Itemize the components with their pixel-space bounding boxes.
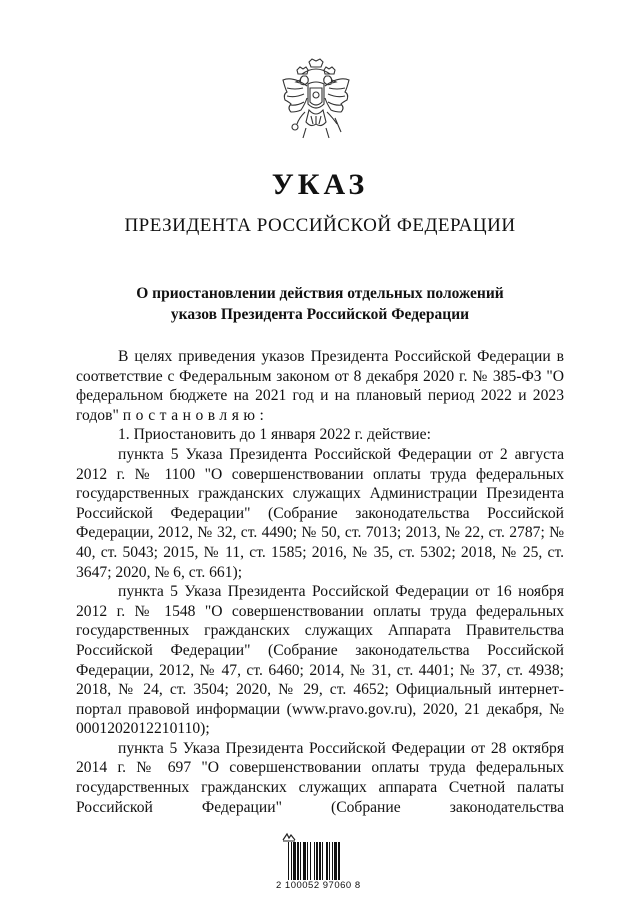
publisher-mark-icon xyxy=(282,832,296,842)
intro-keyword: постановляю: xyxy=(122,406,269,424)
intro-text: В целях приведения указов Президента Российской Федерации в соответствие с Федеральным законом от 8 декабря 2020 г. № 385-ФЗ "О федеральном бюджете на 2021 год и на плановый период 2022 и 2023 годов" xyxy=(76,348,564,424)
clause-1-paragraph: пункта 5 Указа Президента Российской Федерации от 2 августа 2012 г. № 1100 "О совершенствовании оплаты труда федеральных государственных гражданских служащих Администрации Президента Российской Федерации" (Собрание законодательства Российской Федерации, 2012, № 32, ст. 4490; № 50, ст. 7013; 2013, № 22, ст. 2787; № 40, ст. 5043; 2015, № 11, ст. 1585; 2016, № 35, ст. 5302; 2018, № 25, ст. 3647; 2020, № 6, ст. 661); xyxy=(76,445,564,581)
coat-of-arms-emblem xyxy=(279,58,353,146)
document-body xyxy=(76,347,564,817)
document-heading xyxy=(0,283,640,325)
item-1-paragraph: 1. Приостановить до 1 января 2022 г. действие: xyxy=(118,426,431,444)
clause-2-paragraph: пункта 5 Указа Президента Российской Федерации от 16 ноября 2012 г. № 1548 "О совершенствовании оплаты труда федеральных государственных гражданских служащих Аппарата Правительства Российской Федерации" (Собрание законодательства Российской Федерации, 2012, № 47, ст. 6460; 2014, № 31, ст. 4401; № 37, ст. 4938; 2018, № 24, ст. 3504; 2020, № 29, ст. 4652; Официальный интернет-портал правовой информации (www.pravo.gov.ru), 2020, 21 декабря, № 0001202012210110); xyxy=(76,583,564,738)
clause-3-paragraph: пункта 5 Указа Президента Российской Федерации от 28 октября 2014 г. № 697 "О совершенствовании оплаты труда федеральных государственных гражданских служащих аппарата Счетной палаты Российской Федерации" (Собрание законодательства xyxy=(76,739,564,816)
intro-paragraph xyxy=(76,347,564,425)
heading-line-1: О приостановлении действия отдельных положений xyxy=(136,285,504,302)
barcode-footer xyxy=(276,832,366,892)
document-subtitle: ПРЕЗИДЕНТА РОССИЙСКОЙ ФЕДЕРАЦИИ xyxy=(124,215,516,236)
barcode-icon xyxy=(288,842,363,880)
document-title: УКАЗ xyxy=(271,168,369,201)
heading-line-2: указов Президента Российской Федерации xyxy=(170,306,470,323)
barcode-number: 2 100052 97060 8 xyxy=(276,880,361,891)
